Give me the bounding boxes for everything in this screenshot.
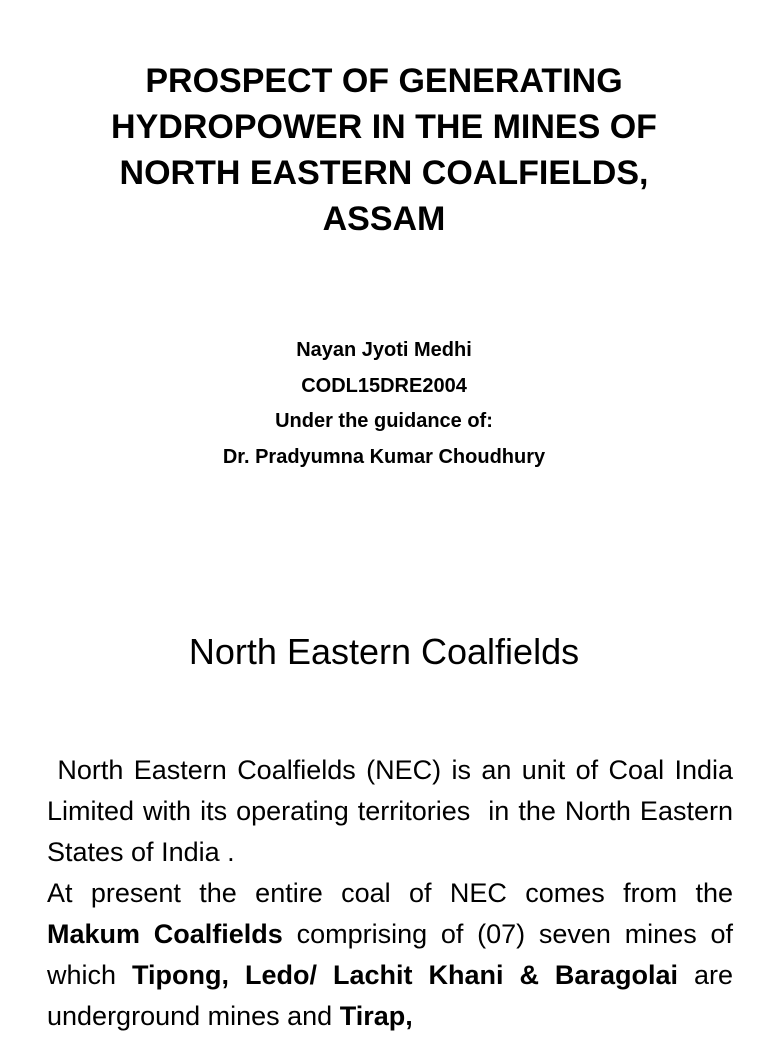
title-line: HYDROPOWER IN THE MINES OF xyxy=(111,108,657,146)
author-name: Nayan Jyoti Medhi xyxy=(296,339,472,361)
paragraph-makum xyxy=(47,873,733,1037)
text-run: comprising of (07) seven mines of which xyxy=(47,919,733,990)
title-line: NORTH EASTERN COALFIELDS, xyxy=(119,154,649,192)
guide-name: Dr. Pradyumna Kumar Choudhury xyxy=(222,445,546,468)
slide-body xyxy=(47,750,741,1037)
guidance-label: Under the guidance of: xyxy=(275,410,493,432)
bold-underground-mines: Tipong, Ledo/ Lachit Khani & Baragolai xyxy=(132,960,678,990)
title-line: ASSAM xyxy=(322,200,446,238)
text-run: At present the entire coal of NEC comes from the xyxy=(47,878,733,908)
title-line: PROSPECT OF GENERATING xyxy=(145,62,623,100)
roll-number: CODL15DRE2004 xyxy=(301,374,467,397)
bold-tirap: Tirap, xyxy=(339,1001,413,1031)
content-slide xyxy=(0,560,768,1031)
presentation-title xyxy=(40,58,728,242)
slide-heading: North Eastern Coalfields xyxy=(188,631,580,672)
author-block xyxy=(40,333,728,475)
text-run: are underground mines and xyxy=(47,960,733,1031)
bold-makum-coalfields: Makum Coalfields xyxy=(47,919,283,949)
paragraph-intro: North Eastern Coalfields (NEC) is an unit of Coal India Limited with its operating territories in the North Eastern States of India . xyxy=(47,755,741,867)
